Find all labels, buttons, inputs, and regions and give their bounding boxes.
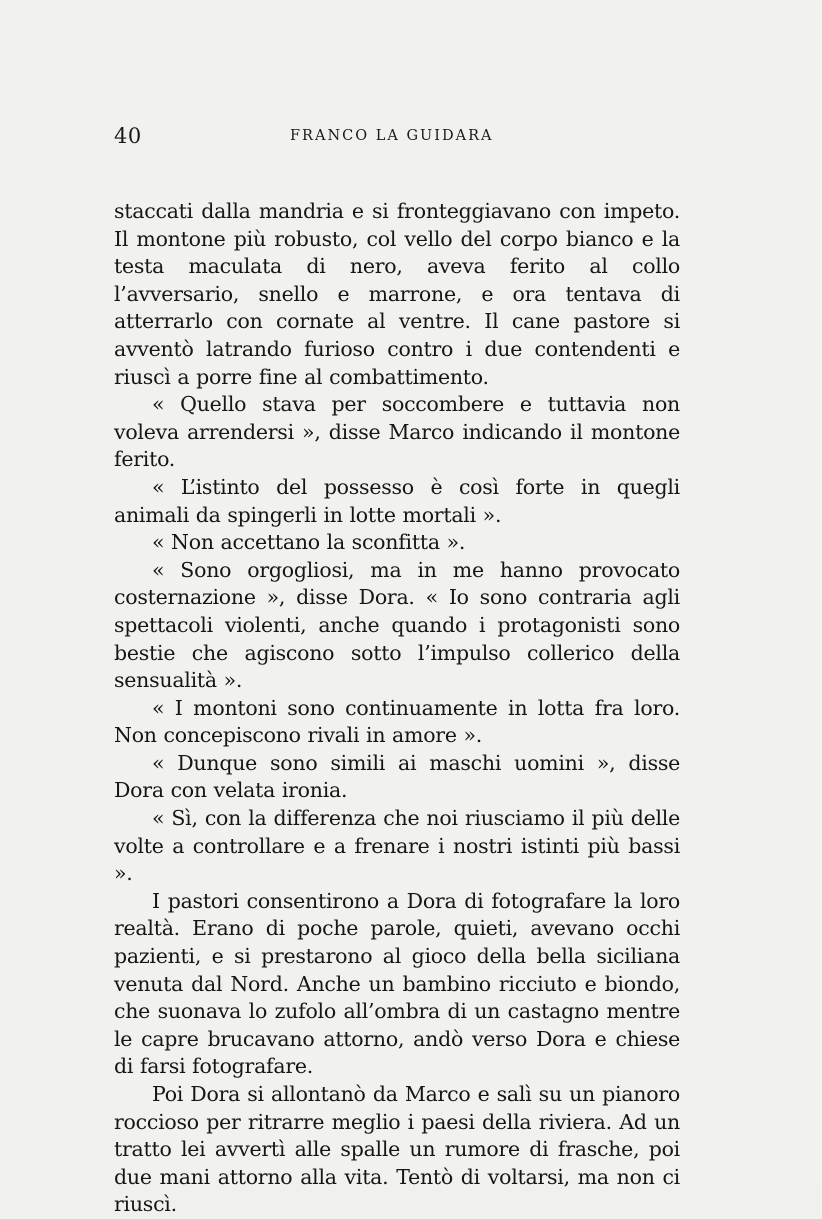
paragraph-5: « Sono orgogliosi, ma in me hanno provocato costernazione », disse Dora. « Io sono contraria agli spettacoli violenti, anche quando i protagonisti sono bestie che agiscono sotto l’impulso collerico della sensualità ». [114,557,680,693]
paragraph-3: « L’istinto del possesso è così forte in quegli animali da spingerli in lotte mortali ». [114,474,680,527]
page-number: 40 [114,124,142,148]
running-head: FRANCO LA GUIDARA [290,128,494,144]
paragraph-9: I pastori consentirono a Dora di fotografare la loro realtà. Erano di poche parole, quieti, avevano occhi pazienti, e si prestarono al gioco della bella siciliana venuta dal Nord. Anche un bambino ricciuto e biondo, che suonava lo zufolo all’ombra di un castagno mentre le capre brucavano attorno, andò verso Dora e chiese di farsi fotografare. [114,888,680,1079]
paragraph-4: « Non accettano la sconfitta ». [152,530,466,555]
paragraph-1: staccati dalla mandria e si fronteggiavano con impeto. Il montone più robusto, col vello del corpo bianco e la testa maculata di nero, aveva ferito al collo l’avversario, snello e marrone, e ora tentava di atterrarlo con cornate al ventre. Il cane pastore si avventò latrando furioso contro i due contendenti e riuscì a porre fine al combattimento. [114,199,680,389]
body-text [114,198,680,1219]
page-header [114,124,680,152]
paragraph-7: « Dunque sono simili ai maschi uomini », disse Dora con velata ironia. [114,750,680,803]
paragraph-8: « Sì, con la differenza che noi riusciamo il più delle volte a controllare e a frenare i nostri istinti più bassi ». [114,806,680,886]
paragraph-6: « I montoni sono continuamente in lotta fra loro. Non concepiscono rivali in amore ». [114,695,680,748]
paragraph-10: Poi Dora si allontanò da Marco e salì su un pianoro roccioso per ritrarre meglio i paesi della riviera. Ad un tratto lei avvertì alle spalle un rumore di frasche, poi due mani attorno alla vita. Tentò di voltarsi, ma non ci riuscì. [114,1082,680,1217]
paragraph-2: « Quello stava per soccombere e tuttavia non voleva arrendersi », disse Marco indicando il montone ferito. [114,392,680,472]
